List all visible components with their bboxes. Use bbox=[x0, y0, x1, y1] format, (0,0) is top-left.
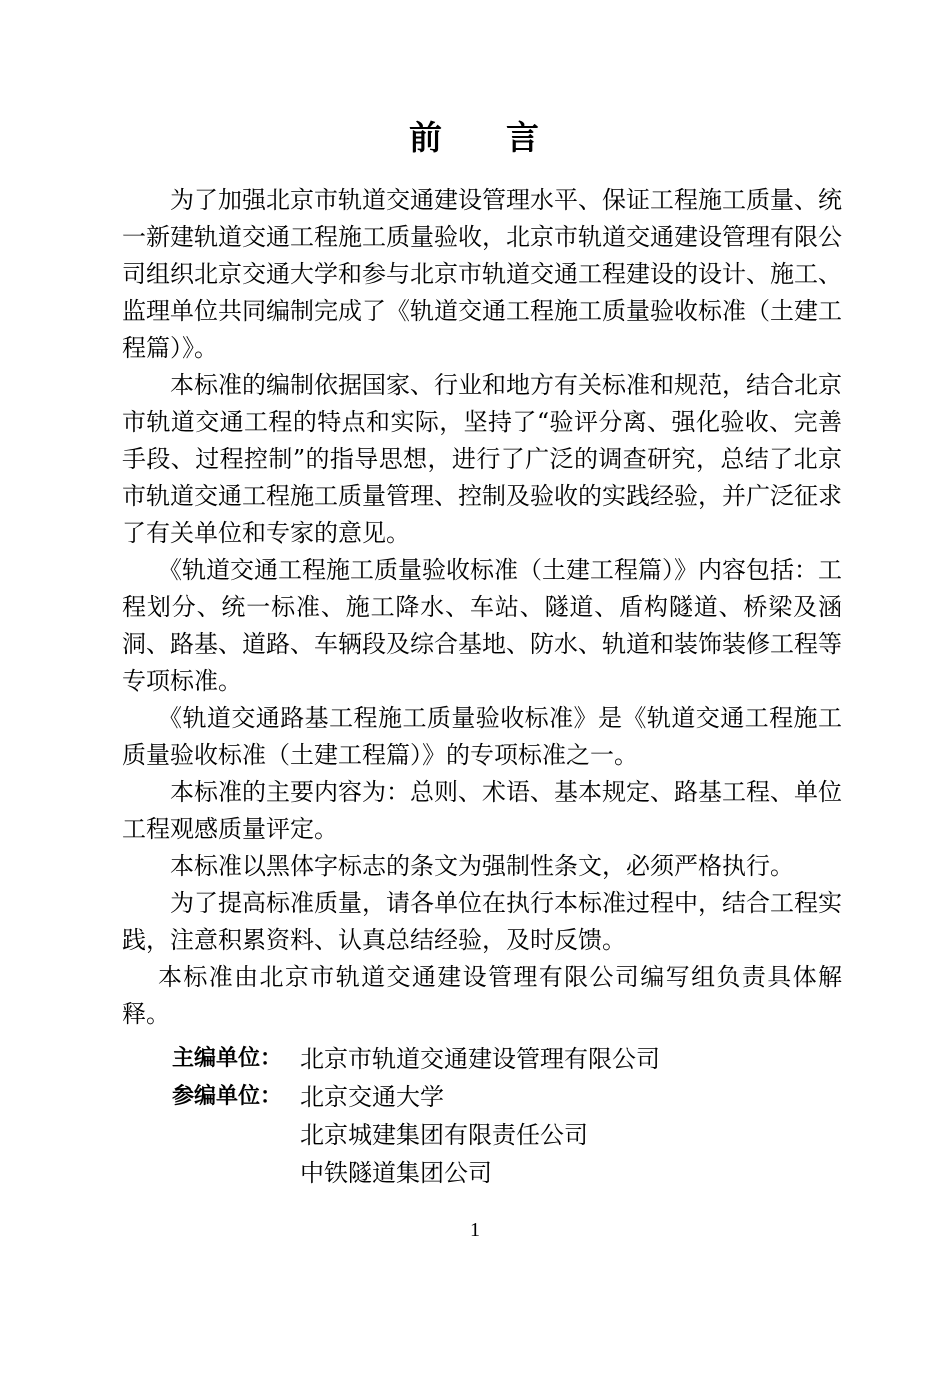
paragraph-subgrade-standard: 《轨道交通路基工程施工质量验收标准》是《轨道交通工程施工质量验收标准（土建工程篇）》的专项标准之一。 bbox=[122, 704, 842, 769]
participating-unit: 中铁隧道集团公司 bbox=[300, 1159, 492, 1187]
page-number: 1 bbox=[470, 1219, 480, 1241]
paragraph-interpretation: 本标准由北京市轨道交通建设管理有限公司编写组负责具体解释。 bbox=[122, 963, 842, 1028]
credits-section bbox=[172, 1040, 852, 1192]
chief-editor-label: 主编单位： bbox=[172, 1046, 283, 1071]
paragraph-feedback: 为了提高标准质量，请各单位在执行本标准过程中，结合工程实践，注意积累资料、认真总结经验，及时反馈。 bbox=[122, 889, 842, 954]
paragraph-main-content: 本标准的主要内容为：总则、术语、基本规定、路基工程、单位工程观感质量评定。 bbox=[122, 778, 842, 843]
title-char-1: 前 bbox=[409, 118, 444, 157]
page-title bbox=[0, 112, 950, 164]
paragraph-purpose: 为了加强北京市轨道交通建设管理水平、保证工程施工质量、统一新建轨道交通工程施工质量验收，北京市轨道交通建设管理有限公司组织北京交通大学和参与北京市轨道交通工程建设的设计、施工、监理单位共同编制完成了《轨道交通工程施工质量验收标准（土建工程篇）》。 bbox=[122, 186, 842, 362]
paragraph-basis: 本标准的编制依据国家、行业和地方有关标准和规范，结合北京市轨道交通工程的特点和实际，坚持了“验评分离、强化验收、完善手段、过程控制”的指导思想，进行了广泛的调查研究，总结了北京市轨道交通工程施工质量管理、控制及验收的实践经验，并广泛征求了有关单位和专家的意见。 bbox=[122, 371, 842, 547]
participating-units-label: 参编单位： bbox=[172, 1084, 283, 1109]
preface-body bbox=[122, 182, 842, 1033]
paragraph-mandatory: 本标准以黑体字标志的条文为强制性条文，必须严格执行。 bbox=[170, 852, 794, 880]
chief-editor-unit: 北京市轨道交通建设管理有限公司 bbox=[300, 1045, 660, 1073]
participating-units-row bbox=[172, 1078, 852, 1192]
participating-unit: 北京城建集团有限责任公司 bbox=[300, 1121, 588, 1149]
paragraph-contents: 《轨道交通工程施工质量验收标准（土建工程篇）》内容包括：工程划分、统一标准、施工降水、车站、隧道、盾构隧道、桥梁及涵洞、路基、道路、车辆段及综合基地、防水、轨道和装饰装修工程等专项标准。 bbox=[122, 556, 842, 695]
participating-unit: 北京交通大学 bbox=[300, 1083, 444, 1111]
title-char-2: 言 bbox=[506, 118, 541, 157]
chief-editor-row bbox=[172, 1040, 852, 1078]
